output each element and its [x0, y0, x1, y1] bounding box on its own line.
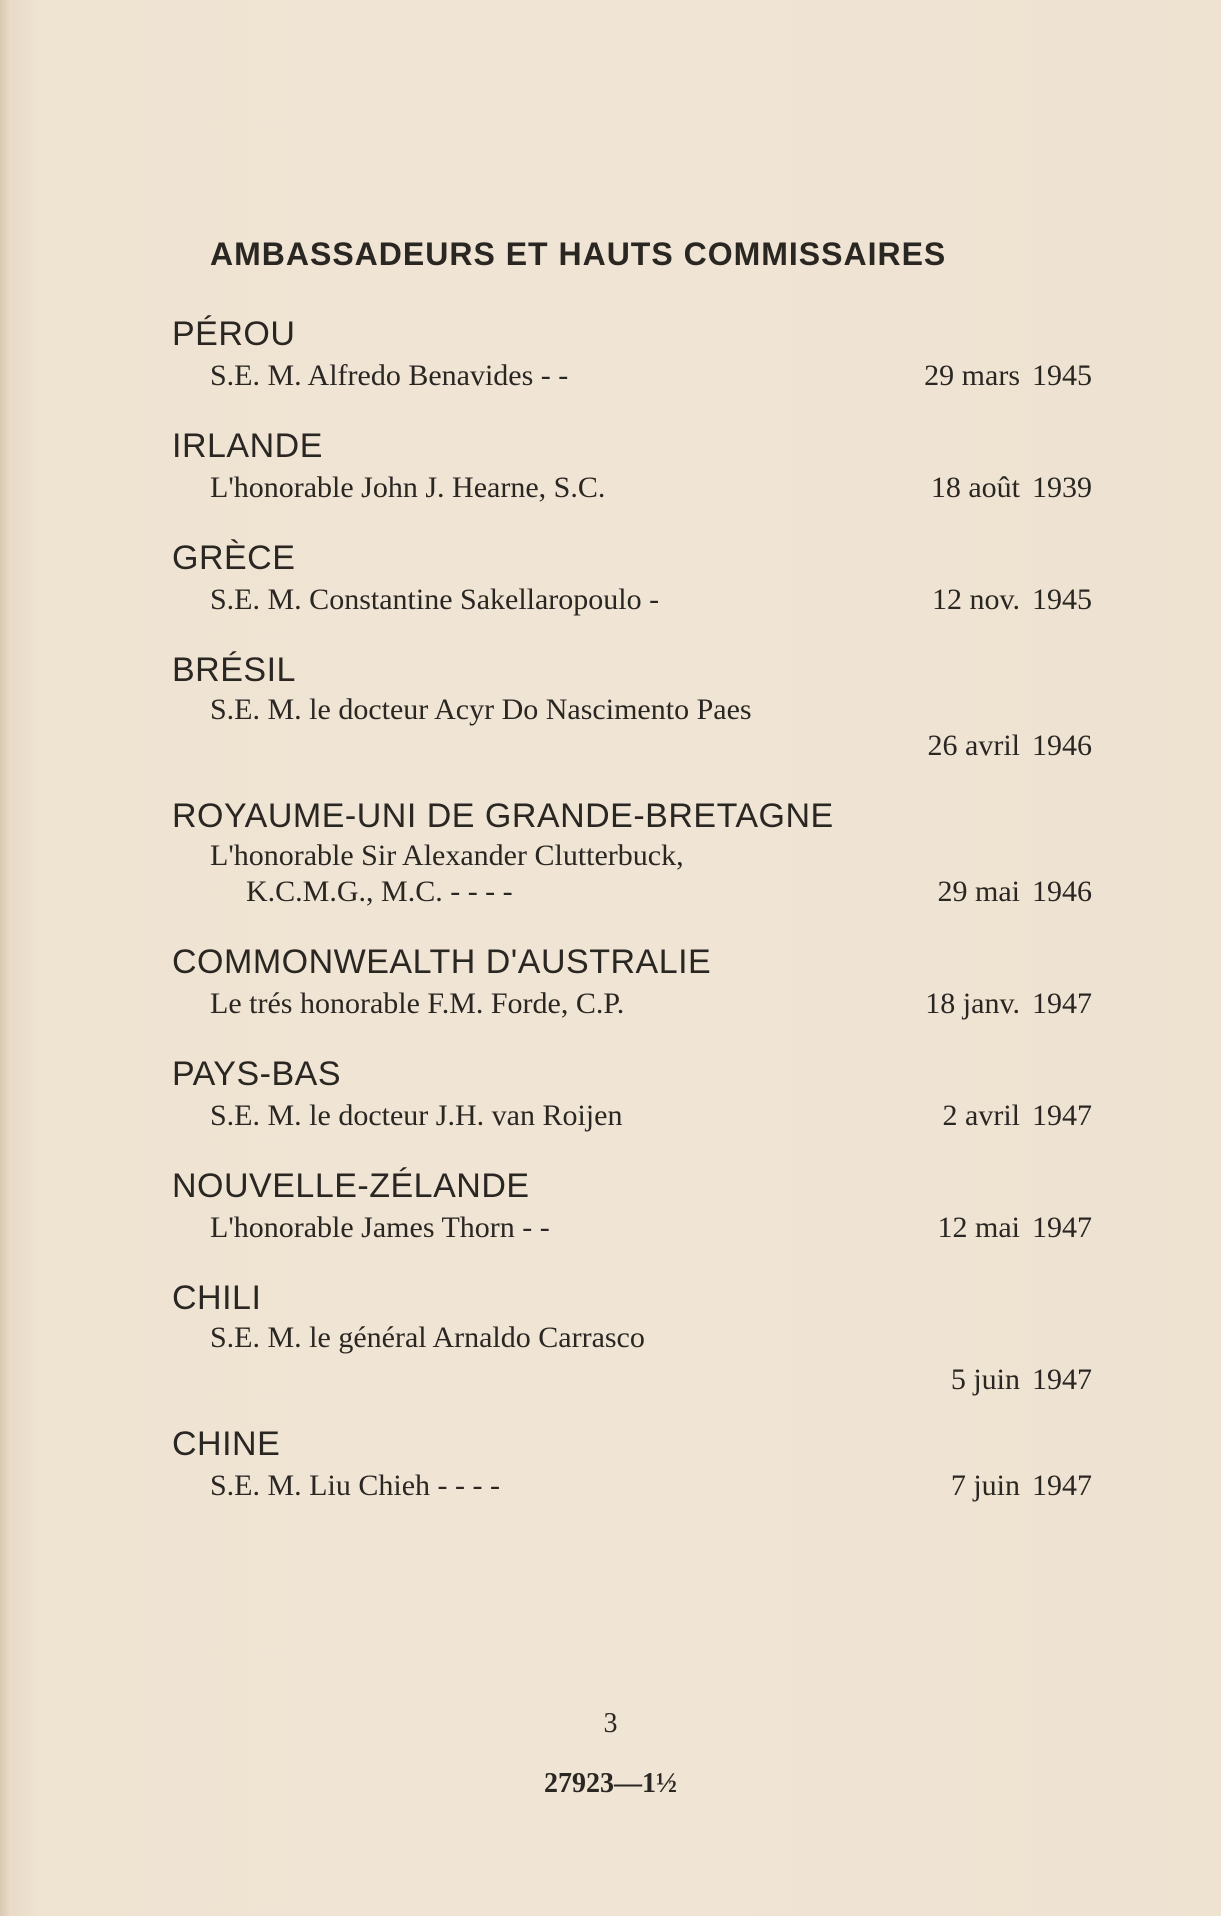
- print-code: 27923—1½: [544, 1768, 677, 1799]
- date-day: 12 mai: [937, 1211, 1020, 1244]
- date-year: 1946: [1032, 729, 1092, 762]
- entry-nouvelle-zelande: [172, 1166, 1092, 1250]
- envoy-name: S.E. M. Liu Chieh - - - -: [210, 1469, 500, 1502]
- country-name: NOUVELLE-ZÉLANDE: [172, 1167, 530, 1205]
- date-day: 5 juin: [950, 1363, 1020, 1396]
- entry-line: [172, 870, 1092, 914]
- entry-grece: [172, 538, 1092, 622]
- country-name: GRÈCE: [172, 539, 296, 577]
- envoy-name: S.E. M. le docteur J.H. van Roijen: [210, 1099, 623, 1132]
- country-name: PÉROU: [172, 315, 296, 353]
- entry-line: [172, 1358, 1092, 1402]
- date-day: 29 mai: [937, 875, 1020, 908]
- date-year: 1945: [1032, 583, 1092, 616]
- envoy-name: S.E. M. Constantine Sakellaropoulo -: [210, 583, 660, 616]
- entry-line: [172, 1206, 1092, 1250]
- country-name: CHILI: [172, 1279, 262, 1317]
- envoy-name: Le trés honorable F.M. Forde, C.P.: [210, 987, 625, 1020]
- date-year: 1939: [1032, 471, 1092, 504]
- country-name: CHINE: [172, 1425, 281, 1463]
- date-day: 26 avril: [927, 729, 1020, 762]
- envoy-name-continued: K.C.M.G., M.C. - - - -: [246, 875, 513, 908]
- appointment-date: [882, 1464, 1092, 1508]
- country-name: ROYAUME-UNI DE GRANDE-BRETAGNE: [172, 797, 834, 835]
- appointment-date: [882, 578, 1092, 622]
- appointment-date: [882, 466, 1092, 510]
- appointment-date: [882, 1358, 1092, 1402]
- date-day: 2 avril: [942, 1099, 1020, 1132]
- page-number: 3: [603, 1708, 618, 1739]
- appointment-date: [882, 982, 1092, 1026]
- entry-line: [172, 690, 1092, 724]
- appointment-date: [882, 870, 1092, 914]
- country-name: PAYS-BAS: [172, 1055, 342, 1093]
- entries-list: [172, 314, 1092, 1508]
- date-year: 1947: [1032, 1469, 1092, 1502]
- envoy-name: L'honorable John J. Hearne, S.C.: [210, 471, 606, 504]
- envoy-name: S.E. M. le général Arnaldo Carrasco: [210, 1321, 645, 1354]
- date-year: 1946: [1032, 875, 1092, 908]
- envoy-name: S.E. M. le docteur Acyr Do Nascimento Paes: [210, 693, 752, 726]
- date-day: 18 août: [930, 471, 1020, 504]
- entry-pays-bas: [172, 1054, 1092, 1138]
- entry-chine: [172, 1424, 1092, 1508]
- entry-perou: [172, 314, 1092, 398]
- entry-line: [172, 466, 1092, 510]
- page-edge: [0, 0, 12, 1916]
- envoy-name: L'honorable James Thorn - -: [210, 1211, 550, 1244]
- date-year: 1947: [1032, 987, 1092, 1020]
- date-day: 18 janv.: [925, 987, 1020, 1020]
- date-year: 1947: [1032, 1099, 1092, 1132]
- entry-line: [172, 578, 1092, 622]
- entry-line: [172, 724, 1092, 768]
- entry-line: [172, 982, 1092, 1026]
- country-name: BRÉSIL: [172, 651, 296, 689]
- envoy-name: L'honorable Sir Alexander Clutterbuck,: [210, 839, 684, 872]
- entry-line: [172, 354, 1092, 398]
- appointment-date: [882, 1094, 1092, 1138]
- entry-royaume-uni: [172, 796, 1092, 914]
- date-day: 7 juin: [950, 1469, 1020, 1502]
- date-day: 12 nov.: [931, 583, 1020, 616]
- entry-bresil: [172, 650, 1092, 768]
- entry-line: [172, 1094, 1092, 1138]
- date-year: 1947: [1032, 1363, 1092, 1396]
- entry-australie: [172, 942, 1092, 1026]
- entry-chili: [172, 1278, 1092, 1402]
- entry-line: [172, 1318, 1092, 1358]
- country-name: COMMONWEALTH D'AUSTRALIE: [172, 943, 712, 981]
- date-year: 1945: [1032, 359, 1092, 392]
- date-year: 1947: [1032, 1211, 1092, 1244]
- appointment-date: [882, 724, 1092, 768]
- entry-irlande: [172, 426, 1092, 510]
- entry-line: [172, 1464, 1092, 1508]
- entry-line: [172, 836, 1092, 870]
- country-name: IRLANDE: [172, 427, 323, 465]
- page-heading: AMBASSADEURS ET HAUTS COMMISSAIRES: [210, 236, 947, 272]
- date-day: 29 mars: [924, 359, 1020, 392]
- envoy-name: S.E. M. Alfredo Benavides - -: [210, 359, 569, 392]
- appointment-date: [882, 354, 1092, 398]
- appointment-date: [882, 1206, 1092, 1250]
